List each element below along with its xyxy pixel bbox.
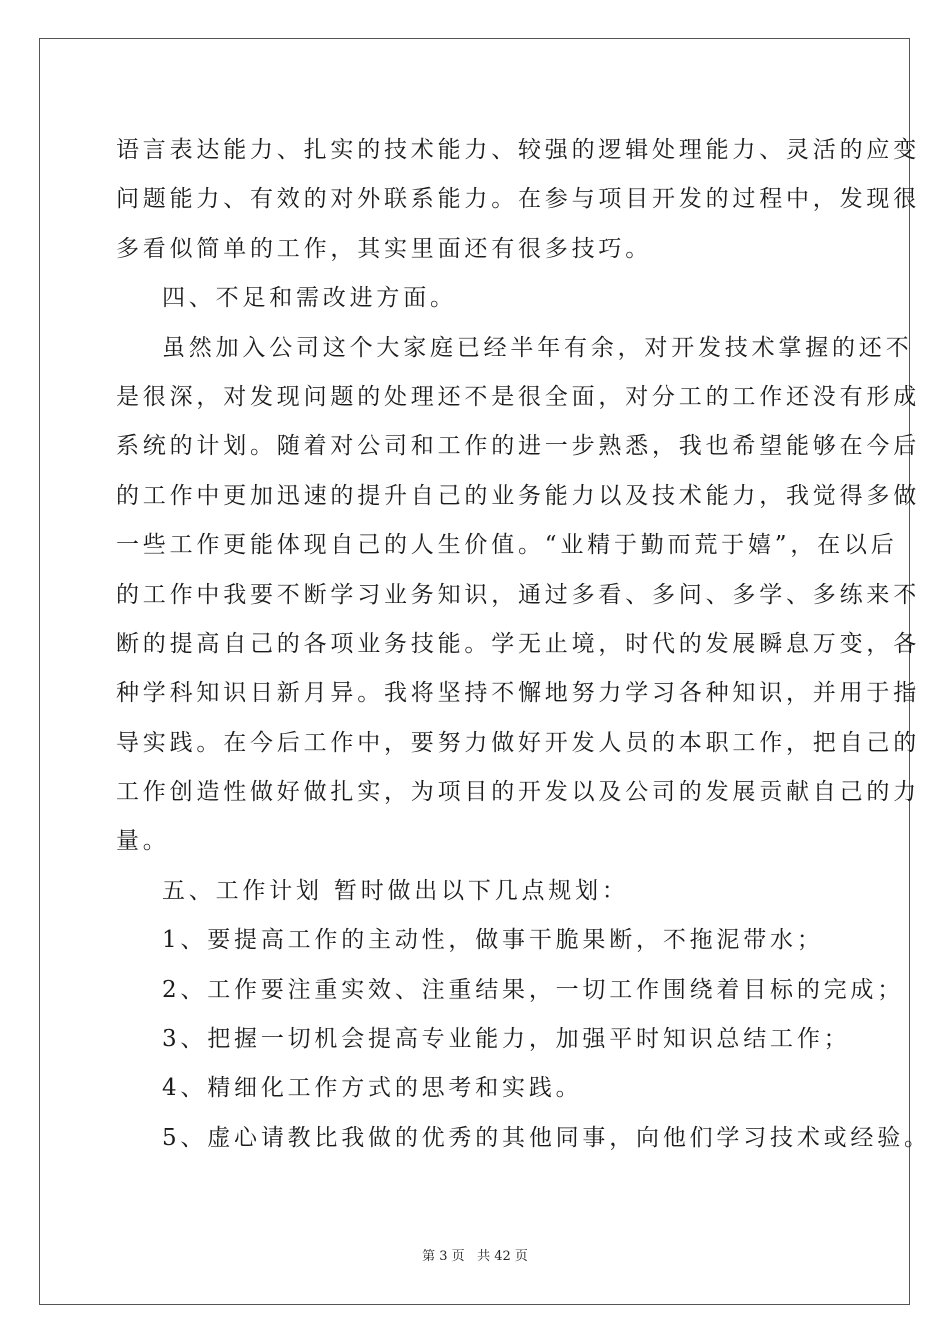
document-body [116,126,931,1163]
page-footer [0,1245,950,1264]
list-item: 1、要提高工作的主动性，做事干脆果断，不拖泥带水； [162,927,824,954]
section-heading: 五、工作计划 暂时做出以下几点规划： [162,877,629,904]
text-line: 的工作中更加迅速的提升自己的业务能力以及技术能力，我觉得多做 [116,482,920,509]
text-line: 多看似简单的工作，其实里面还有很多技巧。 [116,235,652,262]
text-line: 语言表达能力、扎实的技术能力、较强的逻辑处理能力、灵活的应变 [116,137,920,163]
text-line: 工作创造性做好做扎实，为项目的开发以及公司的发展贡献自己的力 [116,779,920,806]
text-line: 系统的计划。随着对公司和工作的进一步熟悉，我也希望能够在今后 [116,433,920,460]
text-line: 一些工作更能体现自己的人生价值。“业精于勤而荒于嬉”，在以后 [116,532,898,559]
section-heading: 四、不足和需改进方面。 [162,285,457,312]
list-item: 2、工作要注重实效、注重结果，一切工作围绕着目标的完成； [162,976,905,1003]
text-line: 的工作中我要不断学习业务知识，通过多看、多问、多学、多练来不 [116,581,920,608]
text-line: 种学科知识日新月异。我将坚持不懈地努力学习各种知识，并用于指 [116,680,920,707]
list-item: 4、精细化工作方式的思考和实践。 [162,1075,583,1102]
page-number: 第 3 页 [422,1249,465,1264]
page-total: 共 42 页 [477,1249,528,1264]
text-line: 虽然加入公司这个大家庭已经半年有余，对开发技术掌握的还不 [162,334,913,361]
list-item: 5、虚心请教比我做的优秀的其他同事，向他们学习技术或经验。 [162,1124,931,1151]
text-line: 问题能力、有效的对外联系能力。在参与项目开发的过程中，发现很 [116,186,920,213]
text-line: 导实践。在今后工作中，要努力做好开发人员的本职工作，把自己的 [116,729,920,756]
list-item: 3、把握一切机会提高专业能力，加强平时知识总结工作； [162,1026,851,1053]
text-line: 是很深，对发现问题的处理还不是很全面，对分工的工作还没有形成 [116,383,920,410]
text-line: 量。 [116,828,170,855]
text-line: 断的提高自己的各项业务技能。学无止境，时代的发展瞬息万变，各 [116,630,920,657]
